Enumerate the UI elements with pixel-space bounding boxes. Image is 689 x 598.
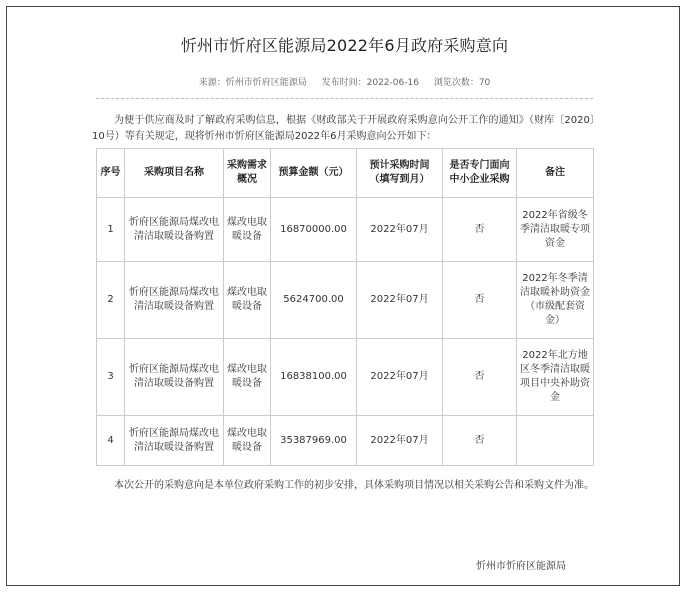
table-row: [97, 262, 594, 339]
article-meta: [0, 75, 689, 88]
cell-time: 2022年07月: [357, 262, 443, 339]
header-budget: 预算金额（元）: [271, 149, 357, 198]
published-label: 发布时间：2022-06-16: [321, 78, 419, 88]
header-requirement: 采购需求概况: [224, 149, 271, 198]
cell-budget: 35387969.00: [271, 416, 357, 466]
cell-project-name: 忻府区能源局煤改电清洁取暖设备购置: [125, 198, 224, 262]
table-row: [97, 416, 594, 466]
cell-sme: 否: [443, 262, 517, 339]
cell-index: 2: [97, 262, 125, 339]
cell-requirement: 煤改电取暖设备: [224, 198, 271, 262]
cell-sme: 否: [443, 198, 517, 262]
cell-requirement: 煤改电取暖设备: [224, 339, 271, 416]
cell-remarks: 2022年北方地区冬季清洁取暖项目中央补助资金: [517, 339, 594, 416]
cell-index: 3: [97, 339, 125, 416]
signature: 忻州市忻府区能源局: [476, 561, 566, 572]
cell-requirement: 煤改电取暖设备: [224, 416, 271, 466]
views-label: 浏览次数：70: [433, 78, 491, 88]
cell-budget: 16870000.00: [271, 198, 357, 262]
cell-time: 2022年07月: [357, 198, 443, 262]
cell-budget: 16838100.00: [271, 339, 357, 416]
table-row: [97, 339, 594, 416]
header-time: 预计采购时间（填写到月）: [357, 149, 443, 198]
article-title: 忻州市忻府区能源局2022年6月政府采购意向: [180, 36, 509, 55]
cell-remarks: 2022年冬季清洁取暖补助资金（市级配套资金）: [517, 262, 594, 339]
header-index: 序号: [97, 149, 125, 198]
cell-remarks: 2022年省级冬季清洁取暖专项资金: [517, 198, 594, 262]
header-remarks: 备注: [517, 149, 594, 198]
cell-budget: 5624700.00: [271, 262, 357, 339]
source-label: 来源：忻州市忻府区能源局: [198, 78, 307, 88]
cell-project-name: 忻府区能源局煤改电清洁取暖设备购置: [125, 262, 224, 339]
cell-remarks: [517, 416, 594, 466]
cell-index: 1: [97, 198, 125, 262]
cell-sme: 否: [443, 416, 517, 466]
cell-project-name: 忻府区能源局煤改电清洁取暖设备购置: [125, 416, 224, 466]
cell-sme: 否: [443, 339, 517, 416]
closing-note: 本次公开的采购意向是本单位政府采购工作的初步安排，具体采购项目情况以相关采购公告和采购文件为准。: [114, 480, 594, 491]
table-row: [97, 198, 594, 262]
cell-index: 4: [97, 416, 125, 466]
cell-requirement: 煤改电取暖设备: [224, 262, 271, 339]
meta-divider: [96, 98, 593, 99]
header-sme: 是否专门面向中小企业采购: [443, 149, 517, 198]
intro-paragraph: 为便于供应商及时了解政府采购信息，根据《财政部关于开展政府采购意向公开工作的通知》（财库〔2020〕10号）等有关规定，现将忻州市忻府区能源局2022年6月采购意向公开如下：: [92, 115, 600, 142]
table-header-row: [97, 149, 594, 198]
procurement-table: [96, 148, 594, 466]
cell-time: 2022年07月: [357, 339, 443, 416]
cell-project-name: 忻府区能源局煤改电清洁取暖设备购置: [125, 339, 224, 416]
header-project-name: 采购项目名称: [125, 149, 224, 198]
cell-time: 2022年07月: [357, 416, 443, 466]
